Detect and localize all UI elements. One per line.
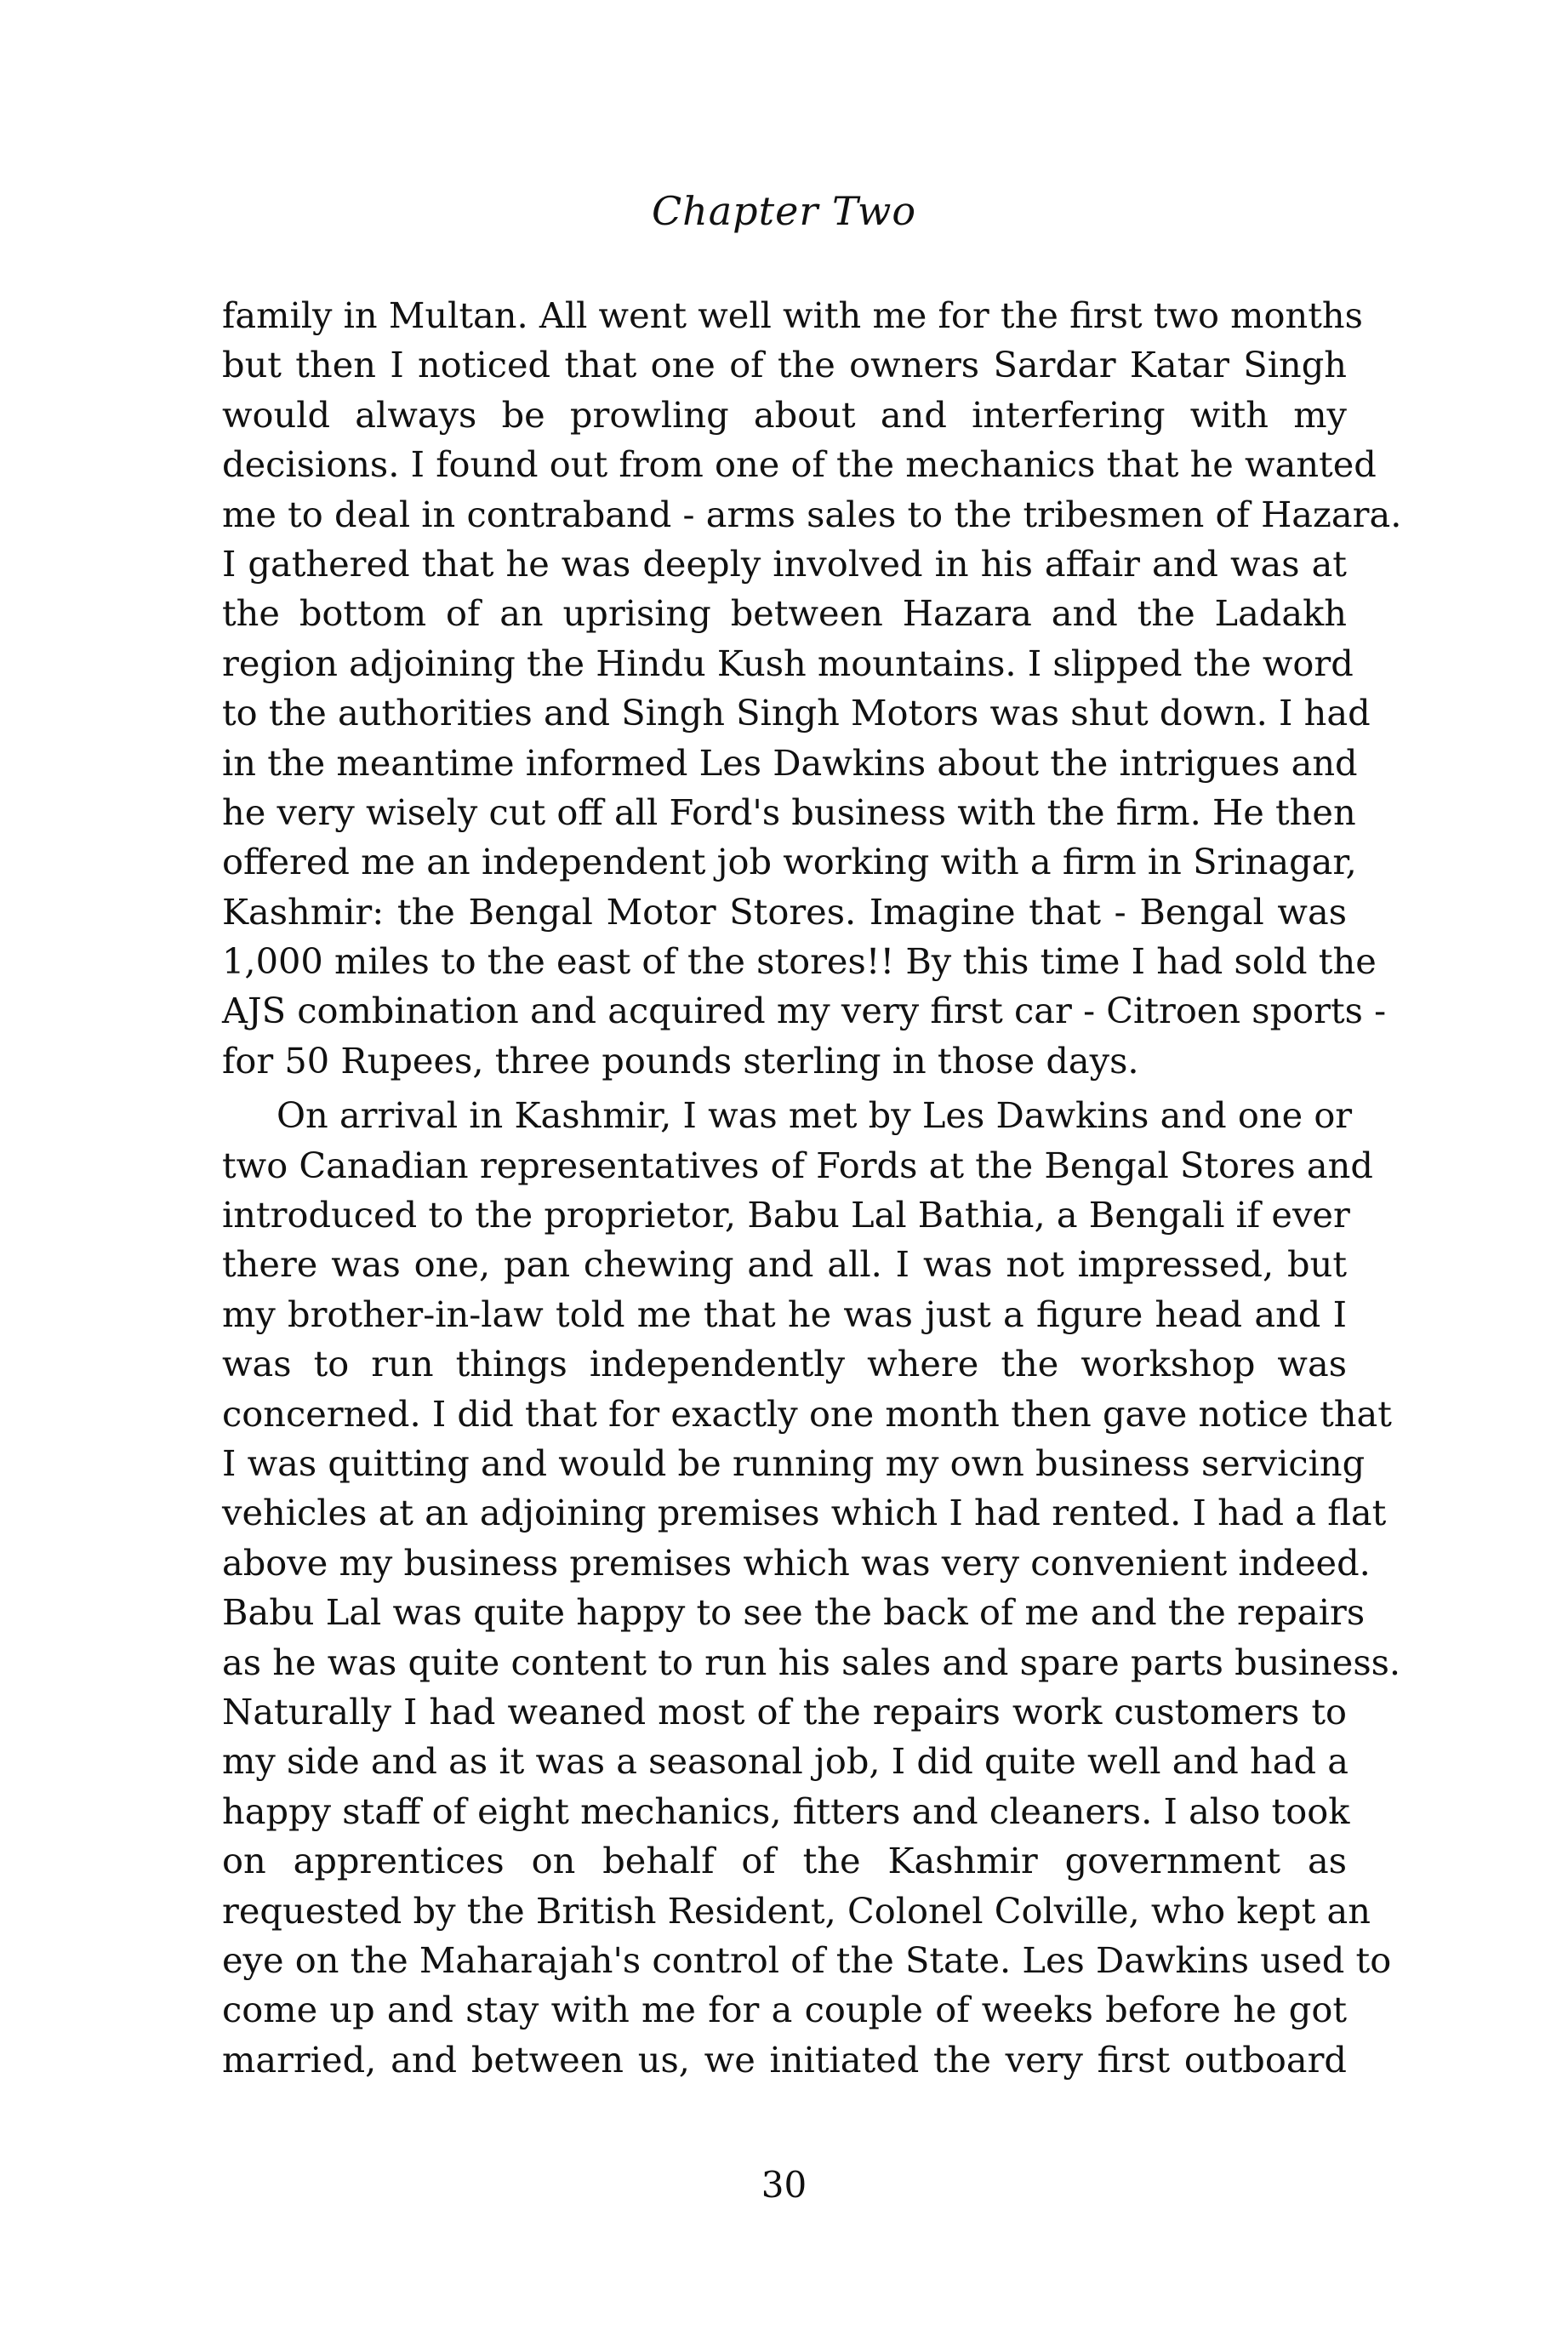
text-line: happy staff of eight mechanics, fitters and cleaners. I also took (222, 1790, 1350, 1832)
text-line: Kashmir: the Bengal Motor Stores. Imagine that - Bengal was (222, 890, 1347, 933)
text-line: he very wisely cut off all Ford's business with the firm. He then (222, 791, 1356, 833)
text-line: on apprentices on behalf of the Kashmir government as (222, 1840, 1347, 1882)
text-line: my brother-in-law told me that he was just a figure head and I (222, 1293, 1347, 1335)
text-line: family in Multan. All went well with me for the first two months (222, 294, 1363, 336)
text-line: Naturally I had weaned most of the repairs work customers to (222, 1690, 1347, 1733)
text-line: was to run things independently where the workshop was (222, 1343, 1347, 1385)
text-line: Babu Lal was quite happy to see the back of me and the repairs (222, 1591, 1366, 1634)
text-line: for 50 Rupees, three pounds sterling in those days. (222, 1039, 1139, 1082)
text-line: concerned. I did that for exactly one month then gave notice that (222, 1392, 1392, 1435)
text-line: would always be prowling about and interfering with my (222, 393, 1347, 436)
text-line: introduced to the proprietor, Babu Lal Bathia, a Bengali if ever (222, 1194, 1350, 1236)
text-line: married, and between us, we initiated the very first outboard (222, 2038, 1347, 2081)
paragraph-2 (222, 1091, 1401, 2085)
text-line: I gathered that he was deeply involved in his affair and was at (222, 542, 1347, 585)
text-line: come up and stay with me for a couple of weeks before he got (222, 1989, 1347, 2031)
text-line: two Canadian representatives of Fords at the Bengal Stores and (222, 1144, 1373, 1186)
text-line: 1,000 miles to the east of the stores!! By this time I had sold the (222, 940, 1377, 983)
text-line: but then I noticed that one of the owners Sardar Katar Singh (222, 344, 1347, 386)
text-line: eye on the Maharajah's control of the State. Les Dawkins used to (222, 1938, 1392, 1981)
text-line: region adjoining the Hindu Kush mountains. I slipped the word (222, 642, 1354, 684)
text-line: me to deal in contraband - arms sales to the tribesmen of Hazara. (222, 493, 1402, 535)
text-line: On arrival in Kashmir, I was met by Les Dawkins and one or (277, 1094, 1353, 1137)
text-line: to the authorities and Singh Singh Motors was shut down. I had (222, 692, 1371, 734)
text-line: requested by the British Resident, Colonel Colville, who kept an (222, 1889, 1371, 1932)
running-head-title: Chapter Two (651, 188, 917, 234)
text-line: decisions. I found out from one of the mechanics that he wanted (222, 443, 1377, 486)
text-line: in the meantime informed Les Dawkins about the intrigues and (222, 741, 1358, 784)
text-line: I was quitting and would be running my own business servicing (222, 1441, 1366, 1484)
text-line: the bottom of an uprising between Hazara and the Ladakh (222, 592, 1347, 635)
text-line: AJS combination and acquired my very first car - Citroen sports - (222, 990, 1387, 1032)
page-number: 30 (761, 2164, 807, 2206)
text-line: above my business premises which was very convenient indeed. (222, 1541, 1371, 1584)
text-line: offered me an independent job working with a firm in Srinagar, (222, 841, 1357, 883)
paragraph-1 (222, 291, 1402, 1086)
text-line: vehicles at an adjoining premises which I had rented. I had a flat (222, 1492, 1387, 1534)
text-line: there was one, pan chewing and all. I was not impressed, but (222, 1243, 1347, 1286)
text-line: as he was quite content to run his sales and spare parts business. (222, 1641, 1401, 1683)
text-line: my side and as it was a seasonal job, I did quite well and had a (222, 1740, 1348, 1783)
body-text (222, 291, 1402, 2085)
